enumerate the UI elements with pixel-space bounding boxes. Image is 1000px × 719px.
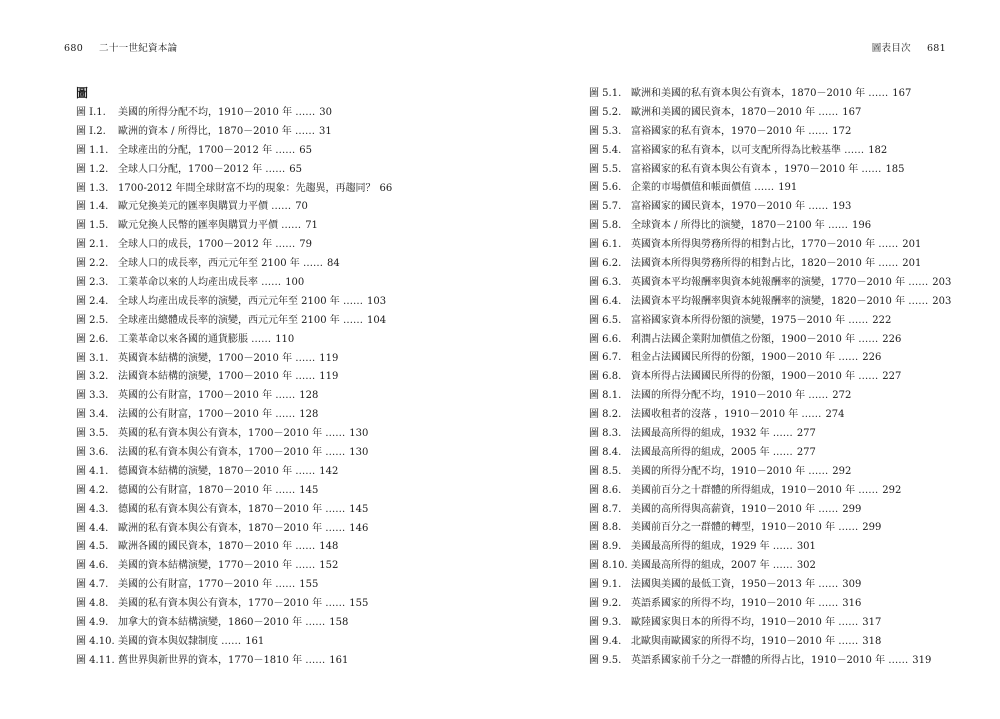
figure-label: 圖 4.7.	[76, 579, 109, 591]
figure-label: 圖 3.6.	[76, 447, 109, 459]
list-item	[76, 331, 392, 350]
list-item	[589, 482, 951, 501]
figure-label: 圖 9.4.	[589, 635, 622, 647]
list-item	[76, 274, 392, 293]
figure-page-number: 299	[862, 522, 882, 534]
list-item	[76, 104, 392, 123]
figure-caption: 法國收租者的沒落 ，1910－2010 年 ……	[631, 409, 822, 421]
figure-caption: 歐洲的資本 / 所得比，1870－2010 年 ……	[118, 125, 315, 137]
figure-caption: 1700-2012 年間全球財富不均的現象：先趨異，再趨同？	[118, 182, 376, 194]
figure-caption: 全球產出總體成長率的演變，西元元年至 2100 年 ……	[118, 314, 363, 326]
figure-page-number: 84	[327, 258, 340, 270]
page-number: 680	[64, 43, 84, 54]
figure-page-number: 309	[842, 579, 862, 591]
figure-caption: 英語系國家的所得不均，1910－2010 年 ……	[631, 598, 839, 610]
page-number: 681	[926, 43, 946, 54]
figure-caption: 英國資本平均報酬率與資本純報酬率的演變，1770－2010 年 ……	[631, 276, 929, 288]
figure-label: 圖 8.2.	[589, 409, 622, 421]
list-item	[76, 425, 392, 444]
figure-caption: 全球人口的成長率，西元元年至 2100 年 ……	[118, 258, 323, 270]
figure-label: 圖 5.8.	[589, 220, 622, 232]
figure-page-number: 222	[872, 314, 892, 326]
figure-page-number: 299	[842, 503, 862, 515]
figure-label: 圖 4.1.	[76, 465, 109, 477]
list-item	[589, 293, 951, 312]
figure-page-number: 65	[299, 144, 312, 156]
list-item	[76, 142, 392, 161]
figure-caption: 歐洲和美國的私有資本與公有資本，1870－2010 年 ……	[631, 88, 889, 99]
figure-page-number: 103	[367, 295, 387, 307]
figure-caption: 法國的所得分配不均，1910－2010 年 ……	[631, 390, 829, 402]
figure-page-number: 128	[299, 409, 319, 421]
list-item	[589, 161, 951, 180]
list-item	[76, 350, 392, 369]
figure-page-number: 145	[299, 484, 319, 496]
figure-page-number: 172	[832, 125, 852, 137]
figure-label: 圖 2.4.	[76, 295, 109, 307]
list-item	[589, 652, 951, 671]
figure-caption: 法國資本所得與勞務所得的相對占比，1820－2010 年 ……	[631, 258, 899, 270]
figure-label: 圖 1.2.	[76, 163, 109, 175]
figure-caption: 法國最高所得的組成，1932 年 ……	[631, 428, 793, 440]
section-title: 圖	[76, 86, 89, 100]
figure-label: 圖 5.1.	[589, 88, 622, 99]
figure-caption: 租金占法國國民所得的份額，1900－2010 年 ……	[631, 352, 859, 364]
figure-page-number: 182	[868, 144, 888, 156]
figure-label: 圖 3.3.	[76, 390, 109, 402]
figure-page-number: 203	[932, 295, 952, 307]
figure-label: 圖 2.3.	[76, 277, 109, 289]
figure-page-number: 292	[882, 484, 902, 496]
figure-caption: 歐洲和美國的國民資本，1870－2010 年 ……	[631, 106, 839, 118]
list-item	[589, 331, 951, 350]
book-title: 二十一世紀資本論	[99, 43, 178, 54]
list-item	[589, 236, 951, 255]
list-item	[76, 538, 392, 557]
figure-label: 圖 4.3.	[76, 503, 109, 515]
figure-label: 圖 6.2.	[589, 258, 622, 270]
right-page	[500, 0, 1000, 719]
figure-page-number: 146	[349, 522, 369, 534]
list-item	[76, 293, 392, 312]
figure-page-number: 317	[862, 616, 882, 628]
figure-caption: 富裕國家的私有資本，1970－2010 年 ……	[631, 125, 829, 137]
list-item	[589, 312, 951, 331]
figure-page-number: 79	[299, 239, 312, 251]
figure-label: 圖 I.2.	[76, 125, 106, 137]
figure-label: 圖 3.5.	[76, 428, 109, 440]
figure-caption: 美國的公有財富，1770－2010 年 ……	[118, 579, 296, 591]
figure-label: 圖 2.6.	[76, 333, 109, 345]
figure-label: 圖 3.1.	[76, 352, 109, 364]
list-item	[76, 312, 392, 331]
figure-caption: 法國資本結構的演變，1700－2010 年 ……	[118, 371, 316, 383]
list-item	[589, 425, 951, 444]
figure-label: 圖 5.2.	[589, 106, 622, 118]
figure-page-number: 142	[319, 465, 339, 477]
figure-caption: 歐洲的私有資本與公有資本，1870－2010 年 ……	[118, 522, 346, 534]
figure-page-number: 301	[796, 541, 816, 553]
figure-page-number: 30	[319, 107, 332, 118]
figure-page-number: 119	[319, 352, 339, 364]
figure-page-number: 191	[778, 182, 798, 194]
figure-page-number: 70	[295, 201, 308, 213]
list-item	[589, 576, 951, 595]
figure-page-number: 167	[892, 88, 912, 99]
figure-page-number: 65	[289, 163, 302, 175]
running-head-left	[64, 40, 177, 54]
figure-caption: 美國的所得分配不均，1910－2010 年 ……	[118, 107, 316, 118]
figure-caption: 全球人均產出成長率的演變，西元元年至 2100 年 ……	[118, 295, 363, 307]
list-item	[76, 444, 392, 463]
figure-page-number: 155	[299, 579, 319, 591]
figure-page-number: 319	[912, 654, 932, 666]
figure-page-number: 71	[305, 220, 318, 232]
figure-caption: 德國的公有財富，1870－2010 年 ……	[118, 484, 296, 496]
figure-caption: 美國最高所得的組成，2007 年 ……	[631, 560, 793, 572]
figure-label: 圖 9.1.	[589, 579, 622, 591]
list-item	[589, 519, 951, 538]
figure-caption: 歐陸國家與日本的所得不均，1910－2010 年 ……	[631, 616, 859, 628]
figure-caption: 美國的資本與奴隸制度 ……	[118, 635, 242, 647]
figure-list	[76, 104, 392, 671]
figure-label: 圖 6.7.	[589, 352, 622, 364]
list-item	[589, 198, 951, 217]
figure-caption: 英語系國家前千分之一群體的所得占比，1910－2010 年 ……	[631, 654, 909, 666]
list-item	[76, 652, 392, 671]
figure-page-number: 193	[832, 201, 852, 213]
figure-caption: 舊世界與新世界的資本，1770－1810 年 ……	[118, 654, 326, 666]
figure-page-number: 104	[367, 314, 387, 326]
list-item	[589, 463, 951, 482]
list-item	[76, 123, 392, 142]
figure-caption: 歐洲各國的國民資本，1870－2010 年 ……	[118, 541, 316, 553]
figure-page-number: 227	[882, 371, 902, 383]
figure-caption: 工業革命以來的人均產出成長率 ……	[118, 277, 282, 289]
figure-page-number: 196	[851, 220, 872, 232]
figure-page-number: 161	[329, 654, 349, 666]
list-item	[589, 104, 951, 123]
list-item	[76, 557, 392, 576]
figure-caption: 英國資本所得與勞務所得的相對占比，1770－2010 年 ……	[631, 239, 899, 251]
figure-label: 圖 4.2.	[76, 484, 109, 496]
figure-caption: 法國的公有財富，1700－2010 年 ……	[118, 409, 296, 421]
figure-label: 圖 2.2.	[76, 258, 109, 270]
list-item	[76, 501, 392, 520]
figure-label: 圖 8.4.	[589, 446, 622, 458]
figure-caption: 美國的資本結構演變，1770－2010 年 ……	[118, 560, 316, 572]
figure-caption: 全球產出的分配，1700－2012 年 ……	[118, 144, 296, 156]
figure-label: 圖 8.5.	[589, 465, 622, 477]
figure-label: 圖 2.5.	[76, 314, 109, 326]
figure-label: 圖 9.2.	[589, 598, 622, 610]
running-head-right	[872, 40, 946, 54]
figure-page-number: 201	[902, 258, 922, 270]
figure-label: 圖 9.5.	[589, 654, 622, 666]
figure-caption: 法國的私有資本與公有資本，1700－2010 年 ……	[118, 447, 346, 459]
figure-caption: 富裕國家的國民資本，1970－2010 年 ……	[631, 201, 829, 213]
figure-caption: 企業的市場價值和帳面價值 ……	[631, 182, 775, 194]
figure-label: 圖 8.10.	[589, 560, 628, 572]
figure-page-number: 201	[902, 239, 922, 251]
figure-caption: 英國資本結構的演變，1700－2010 年 ……	[118, 352, 316, 364]
figure-page-number: 119	[319, 371, 339, 383]
figure-label: 圖 1.3.	[76, 182, 109, 194]
figure-caption: 富裕國家的私有資本與公有資本 ，1970－2010 年 ……	[631, 163, 882, 175]
figure-page-number: 167	[842, 106, 862, 118]
figure-caption: 資本所得占法國國民所得的份額，1900－2010 年 ……	[631, 371, 879, 383]
figure-label: 圖 8.3.	[589, 428, 622, 440]
figure-label: 圖 4.10.	[76, 635, 115, 647]
figure-label: 圖 I.1.	[76, 107, 106, 118]
figure-caption: 美國的所得分配不均，1910－2010 年 ……	[631, 465, 829, 477]
figure-caption: 美國最高所得的組成，1929 年 ……	[631, 541, 793, 553]
list-item	[589, 444, 951, 463]
list-item	[589, 633, 951, 652]
list-item	[76, 387, 392, 406]
figure-caption: 富裕國家資本所得份額的演變，1975－2010 年 ……	[631, 314, 869, 326]
figure-caption: 美國前百分之一群體的轉型，1910－2010 年 ……	[631, 522, 859, 534]
figure-caption: 工業革命以來各國的通貨膨脹 ……	[118, 333, 272, 345]
figure-page-number: 31	[318, 125, 332, 137]
figure-label: 圖 3.4.	[76, 409, 109, 421]
list-item	[76, 633, 392, 652]
figure-caption: 英國的私有資本與公有資本，1700－2010 年 ……	[118, 428, 346, 440]
list-item	[589, 217, 951, 236]
list-item	[76, 198, 392, 217]
list-item	[76, 255, 392, 274]
figure-page-number: 130	[349, 428, 369, 440]
list-item	[76, 595, 392, 614]
figure-label: 圖 4.6.	[76, 560, 109, 572]
list-item	[76, 576, 392, 595]
figure-caption: 德國資本結構的演變，1870－2010 年 ……	[118, 465, 316, 477]
list-item	[76, 180, 392, 199]
list-item	[589, 179, 951, 198]
list-item	[589, 614, 951, 633]
figure-label: 圖 6.3.	[589, 276, 622, 288]
figure-page-number: 272	[832, 390, 852, 402]
figure-caption: 法國最高所得的組成，2005 年 ……	[631, 446, 793, 458]
figure-page-number: 100	[285, 277, 305, 289]
figure-page-number: 185	[885, 163, 905, 175]
figure-caption: 加拿大的資本結構演變，1860－2010 年 ……	[118, 617, 326, 629]
list-item	[589, 538, 951, 557]
figure-label: 圖 8.8.	[589, 522, 622, 534]
section-running-title: 圖表目次	[871, 43, 911, 54]
figure-label: 圖 6.6.	[589, 333, 622, 345]
figure-list	[589, 85, 951, 671]
figure-caption: 法國資本平均報酬率與資本純報酬率的演變，1820－2010 年 ……	[631, 295, 929, 307]
figure-page-number: 277	[796, 428, 816, 440]
figure-caption: 北歐與南歐國家的所得不均，1910－2010 年 ……	[631, 635, 859, 647]
figure-label: 圖 1.1.	[76, 144, 109, 156]
figure-label: 圖 5.6.	[589, 182, 622, 194]
figure-page-number: 152	[319, 560, 339, 572]
list-item	[76, 406, 392, 425]
list-item	[589, 123, 951, 142]
figure-label: 圖 4.9.	[76, 617, 109, 629]
figure-caption: 美國的高所得與高薪資，1910－2010 年 ……	[631, 503, 839, 515]
figure-page-number: 161	[245, 635, 265, 647]
figure-page-number: 274	[825, 409, 845, 421]
figure-label: 圖 8.9.	[589, 541, 622, 553]
figure-label: 圖 8.7.	[589, 503, 622, 515]
figure-label: 圖 8.1.	[589, 390, 622, 402]
figure-caption: 全球人口分配，1700－2012 年 ……	[118, 163, 286, 175]
list-item	[589, 274, 951, 293]
figure-page-number: 226	[882, 333, 902, 345]
figure-page-number: 316	[842, 598, 862, 610]
figure-caption: 美國的私有資本與公有資本，1770－2010 年 ……	[118, 598, 346, 610]
list-item	[589, 368, 951, 387]
list-item	[589, 387, 951, 406]
figure-page-number: 158	[329, 617, 349, 629]
figure-page-number: 302	[796, 560, 816, 572]
figure-page-number: 145	[349, 503, 369, 515]
figure-label: 圖 5.7.	[589, 201, 622, 213]
figure-label: 圖 1.5.	[76, 220, 109, 232]
figure-page-number: 66	[379, 182, 393, 194]
list-item	[76, 236, 392, 255]
figure-label: 圖 1.4.	[76, 201, 109, 213]
list-item	[589, 255, 951, 274]
figure-label: 圖 9.3.	[589, 616, 622, 628]
list-item	[76, 463, 392, 482]
list-item	[589, 85, 951, 104]
list-item	[589, 142, 951, 161]
figure-label: 圖 5.3.	[589, 125, 622, 137]
figure-label: 圖 4.4.	[76, 522, 109, 534]
list-item	[76, 217, 392, 236]
figure-label: 圖 6.4.	[589, 295, 622, 307]
figure-caption: 歐元兌換人民幣的匯率與購買力平價 ……	[118, 220, 302, 232]
list-item	[589, 595, 951, 614]
figure-page-number: 318	[862, 635, 882, 647]
figure-page-number: 130	[349, 447, 369, 459]
list-item	[76, 614, 392, 633]
figure-label: 圖 8.6.	[589, 484, 622, 496]
list-item	[76, 161, 392, 180]
figure-caption: 全球資本 / 所得比的演變，1870－2100 年 ……	[631, 220, 848, 232]
figure-page-number: 128	[299, 390, 319, 402]
list-item	[76, 482, 392, 501]
figure-caption: 富裕國家的私有資本，以可支配所得為比較基準 ……	[631, 144, 865, 156]
figure-label: 圖 6.8.	[589, 371, 622, 383]
figure-caption: 美國前百分之十群體的所得組成，1910－2010 年 ……	[631, 484, 879, 496]
figure-page-number: 292	[832, 465, 852, 477]
figure-page-number: 155	[349, 598, 369, 610]
figure-label: 圖 5.4.	[589, 144, 622, 156]
figure-label: 圖 3.2.	[76, 371, 109, 383]
figure-caption: 全球人口的成長，1700－2012 年 ……	[118, 239, 296, 251]
figure-caption: 利潤占法國企業附加價值之份額，1900－2010 年 ……	[631, 333, 879, 345]
figure-caption: 英國的公有財富，1700－2010 年 ……	[118, 390, 296, 402]
figure-label: 圖 4.5.	[76, 541, 109, 553]
figure-page-number: 203	[932, 276, 952, 288]
figure-label: 圖 2.1.	[76, 239, 109, 251]
list-item	[76, 368, 392, 387]
figure-caption: 德國的私有資本與公有資本，1870－2010 年 ……	[118, 503, 346, 515]
figure-page-number: 226	[862, 352, 882, 364]
list-item	[589, 349, 951, 368]
figure-label: 圖 5.5.	[589, 163, 622, 175]
figure-page-number: 110	[275, 333, 295, 345]
list-item	[76, 520, 392, 539]
figure-label: 圖 6.5.	[589, 314, 622, 326]
figure-label: 圖 4.8.	[76, 598, 109, 610]
figure-label: 圖 6.1.	[589, 239, 622, 251]
figure-page-number: 148	[319, 541, 339, 553]
figure-label: 圖 4.11.	[76, 654, 115, 666]
list-item	[589, 557, 951, 576]
list-item	[589, 501, 951, 520]
list-item	[589, 406, 951, 425]
figure-page-number: 277	[796, 446, 816, 458]
figure-caption: 法國與美國的最低工資，1950－2013 年 ……	[631, 579, 839, 591]
figure-caption: 歐元兌換美元的匯率與購買力平價 ……	[118, 201, 292, 213]
